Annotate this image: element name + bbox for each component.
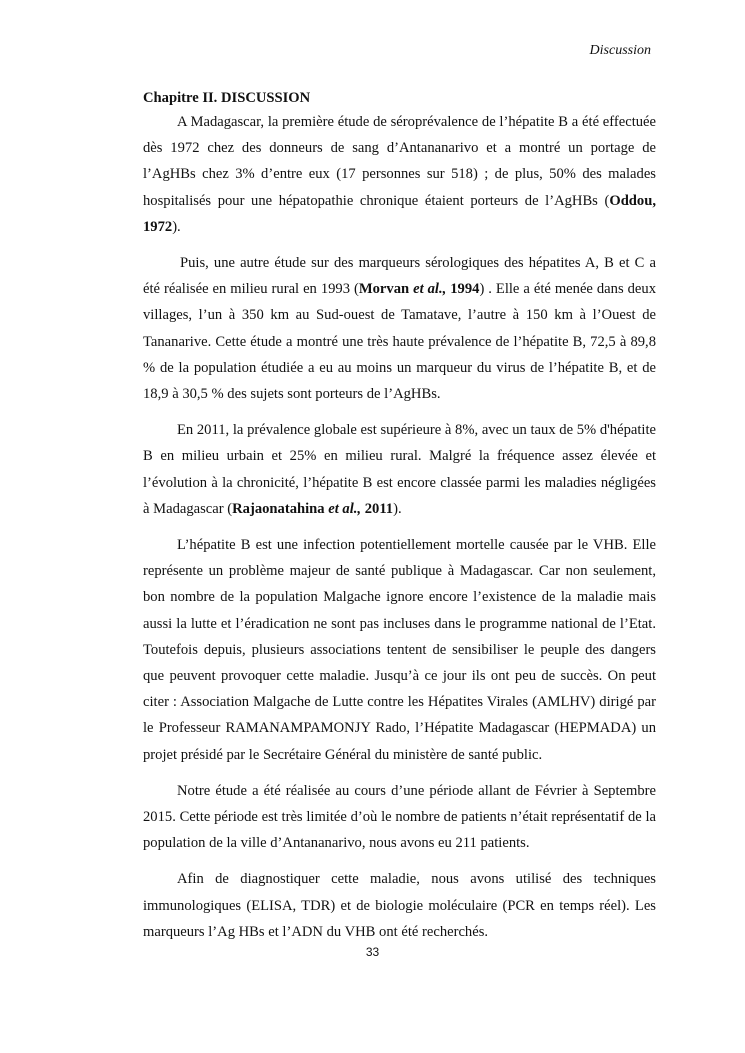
- chapter-title: Chapitre II. DISCUSSION: [143, 90, 311, 106]
- paragraph-1-text: A Madagascar, la première étude de séroprévalence de l’hépatite B a été effectuée dès 1972 chez des donneurs de sang d’Antananarivo et a montré un portage de l’AgHBs chez 3% d’entre eux (17 personnes sur 518) ; de plus, 50% des malades hospitalisés pour une hépatopathie chronique étaient porteurs de l’AgHBs (: [143, 114, 656, 209]
- paragraph-2-text-a: Puis, une autre étude sur des marqueurs sérologiques des hépatites A, B et C a été réalisée en milieu rural en 1993 (: [143, 255, 656, 298]
- citation-morvan-etal: et al.,: [409, 281, 447, 298]
- citation-rajaonatahina-author: Rajaonatahina: [232, 500, 325, 517]
- citation-oddou: Oddou, 1972: [143, 192, 656, 235]
- paragraph-5: Notre étude a été réalisée au cours d’une période allant de Février à Septembre 2015. Cette période est très limitée d’où le nombre de patients n’était représentatif de la population de la ville d’Antananarivo, nous avons eu 211 patients.: [143, 782, 656, 852]
- running-header: Discussion: [589, 43, 651, 58]
- citation-rajaonatahina-year: 2011: [361, 500, 394, 517]
- paragraph-3: [143, 417, 656, 522]
- page-body: [143, 88, 656, 945]
- paragraph-2-text-b: ) . Elle a été menée dans deux villages, l’un à 350 km au Sud-ouest de Tamatave, l’autre à 150 km à l’Ouest de Tananarive. Cette étude a montré une très haute prévalence de l’hépatite B, 72,5 à 89,8 % de la population étudiée a eu au moins un marqueur du virus de l’hépatite B, et de 18,9 à 30,5 % des sujets sont porteurs de l’AgHBs.: [143, 281, 656, 403]
- paragraph-6: Afin de diagnostiquer cette maladie, nous avons utilisé des techniques immunologiques (ELISA, TDR) et de biologie moléculaire (PCR en temps réel). Les marqueurs l’Ag HBs et l’ADN du VHB ont été recherchés.: [143, 871, 656, 940]
- paragraph-2: [143, 250, 656, 407]
- paragraph-1-tail: ).: [172, 218, 181, 235]
- page-number: 33: [365, 945, 380, 959]
- citation-rajaonatahina-etal: et al.,: [324, 500, 362, 517]
- citation-morvan-year: 1994: [446, 281, 480, 298]
- paragraph-3-tail: ).: [393, 500, 402, 517]
- paragraph-1: [143, 109, 656, 240]
- citation-morvan-author: Morvan: [358, 281, 410, 298]
- paragraph-4: L’hépatite B est une infection potentiellement mortelle causée par le VHB. Elle représente un problème majeur de santé publique à Madagascar. Car non seulement, bon nombre de la population Malgache ignore encore l’existence de la maladie mais aussi la lutte et l’éradication ne sont pas incluses dans le programme national de l’Etat. Toutefois depuis, plusieurs associations tentent de sensibiliser le peuple des dangers que peuvent provoquer cette maladie. Jusqu’à ce jour ils ont peu de succès. On peut citer : Association Malgache de Lutte contre les Hépatites Virales (AMLHV) dirigé par le Professeur RAMANAMPAMONJY Rado, l’Hépatite Madagascar (HEPMADA) un projet présidé par le Secrétaire Général du ministère de santé public.: [143, 537, 656, 763]
- paragraph-3-text: En 2011, la prévalence globale est supérieure à 8%, avec un taux de 5% d'hépatite B en milieu urbain et 25% en milieu rural. Malgré la fréquence assez élevée et l’évolution à la chronicité, l’hépatite B est encore classée parmi les maladies négligées à Madagascar (: [143, 422, 656, 517]
